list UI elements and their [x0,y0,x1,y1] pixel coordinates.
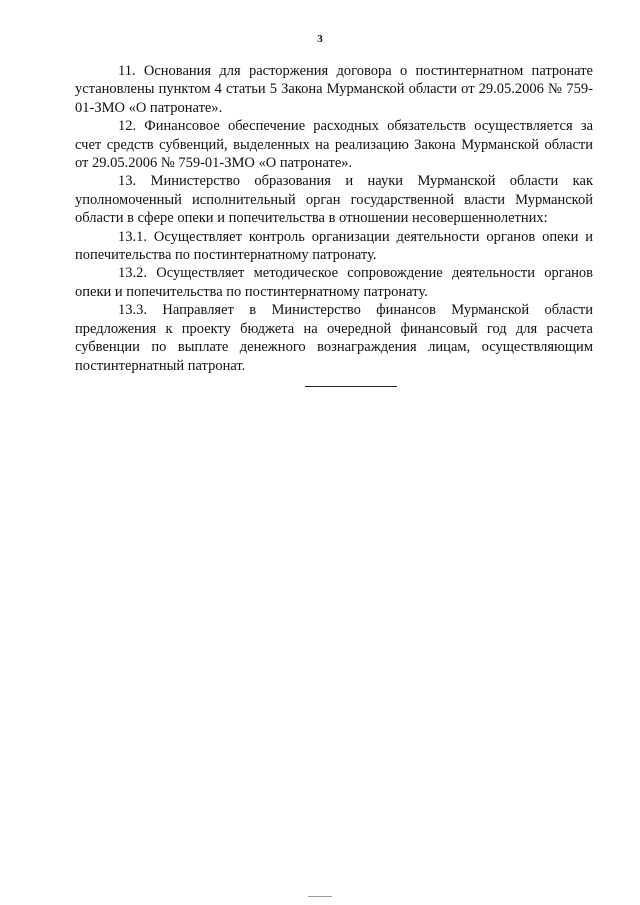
paragraph-11: 11. Основания для расторжения договора о постинтернатном патронате установлены пунктом 4 статьи 5 Закона Мурманской области от 29.05.2006 № 759-01-ЗМО «О патронате». [75,63,593,116]
footer-mark-line [308,896,332,897]
paragraph-12: 12. Финансовое обеспечение расходных обязательств осуществляется за счет средств субвенций, выделенных на реализацию Закона Мурманской области от 29.05.2006 № 759-01-ЗМО «О патронате». [75,118,593,172]
document-body [75,62,593,375]
page-number: 3 [317,33,323,45]
paragraph-13-3: 13.3. Направляет в Министерство финансов Мурманской области предложения к проекту бюджета на очередной финансовый год для расчета субвенции по выплате денежного вознаграждения лицам, осуществляющим постинтернатный патронат. [75,302,593,374]
paragraph-13: 13. Министерство образования и науки Мурманской области как уполномоченный исполнительный орган государственной власти Мурманской области в сфере опеки и попечительства в отношении несовершеннолетних: [75,173,593,227]
paragraph-13-2: 13.2. Осуществляет методическое сопровождение деятельности органов опеки и попечительства по постинтернатному патронату. [75,265,593,300]
paragraph-13-1: 13.1. Осуществляет контроль организации деятельности органов опеки и попечительства по постинтернатному патронату. [75,228,593,264]
end-divider-line [305,386,397,387]
